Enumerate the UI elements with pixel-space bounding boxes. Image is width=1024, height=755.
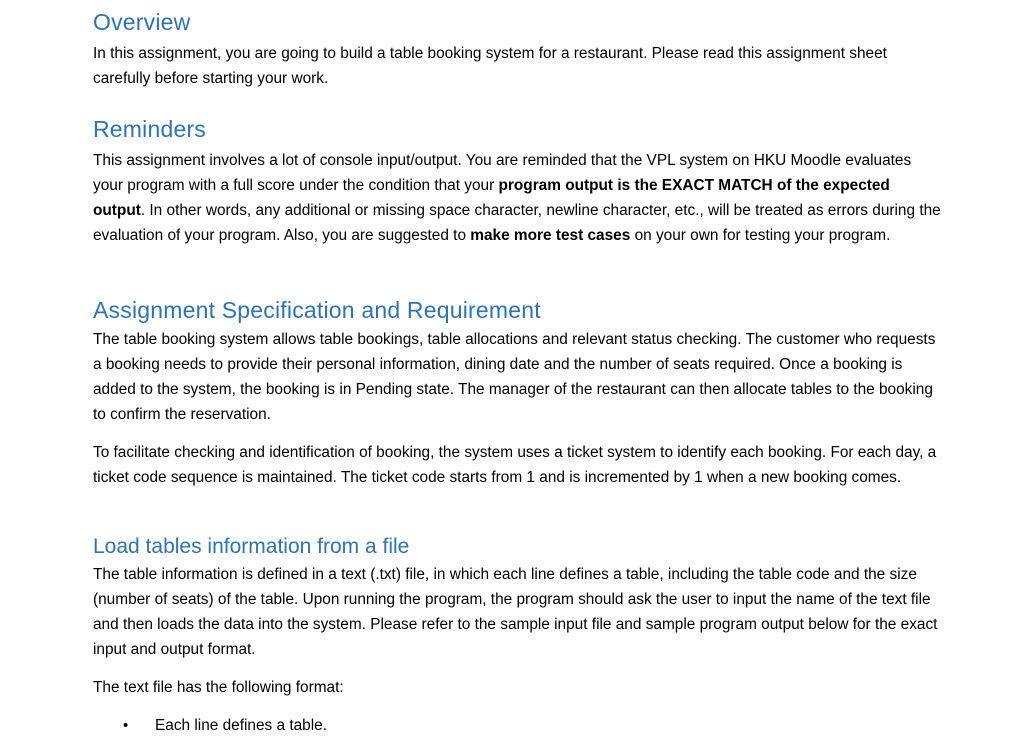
reminders-text-3: on your own for testing your program. <box>630 227 891 244</box>
overview-paragraph: In this assignment, you are going to build a table booking system for a restaurant. Please read this assignment sheet carefully before starting your work. <box>93 45 887 87</box>
reminders-text-1: This assignment involves a lot of console input/output. You are reminded that the VPL system on HKU Moodle evaluates your program with a full score under the condition that your <box>93 152 912 194</box>
reminders-bold-exact-match: program output is the EXACT MATCH of the expected output <box>93 177 890 219</box>
specification-section <box>93 296 943 490</box>
format-bullet-list <box>93 713 943 738</box>
load-tables-heading: Load tables information from a file <box>93 535 410 558</box>
overview-section <box>93 8 943 91</box>
reminders-text-2: . In other words, any additional or missing space character, newline character, etc., will be treated as errors during the evaluation of your program. Also, you are suggested to <box>93 202 941 244</box>
reminders-section <box>93 115 943 248</box>
load-tables-section <box>93 534 943 738</box>
load-tables-paragraph-1: The table information is defined in a text (.txt) file, in which each line defines a table, including the table code and the size (number of seats) of the table. Upon running the program, the program should ask the user to input the name of the text file and then loads the data into the system. Please refer to the sample input file and sample program output below for the exact input and output format. <box>93 566 938 658</box>
list-item-text: Each line defines a table. <box>155 717 327 734</box>
reminders-bold-test-cases: make more test cases <box>470 227 631 244</box>
specification-heading: Assignment Specification and Requirement <box>93 297 541 323</box>
specification-paragraph-1: The table booking system allows table bookings, table allocations and relevant status checking. The customer who requests a booking needs to provide their personal information, dining date and the number of seats required. Once a booking is added to the system, the booking is in Pending state. The manager of the restaurant can then allocate tables to the booking to confirm the reservation. <box>93 331 936 423</box>
reminders-heading: Reminders <box>93 116 207 142</box>
bullet-icon: • <box>123 717 129 734</box>
reminders-paragraph <box>93 148 943 248</box>
list-item <box>93 713 943 738</box>
overview-heading: Overview <box>93 9 191 35</box>
load-tables-paragraph-2: The text file has the following format: <box>93 679 344 696</box>
specification-paragraph-2: To facilitate checking and identification of booking, the system uses a ticket system to identify each booking. For each day, a ticket code sequence is maintained. The ticket code starts from 1 and is incremented by 1 when a new booking comes. <box>93 444 937 486</box>
